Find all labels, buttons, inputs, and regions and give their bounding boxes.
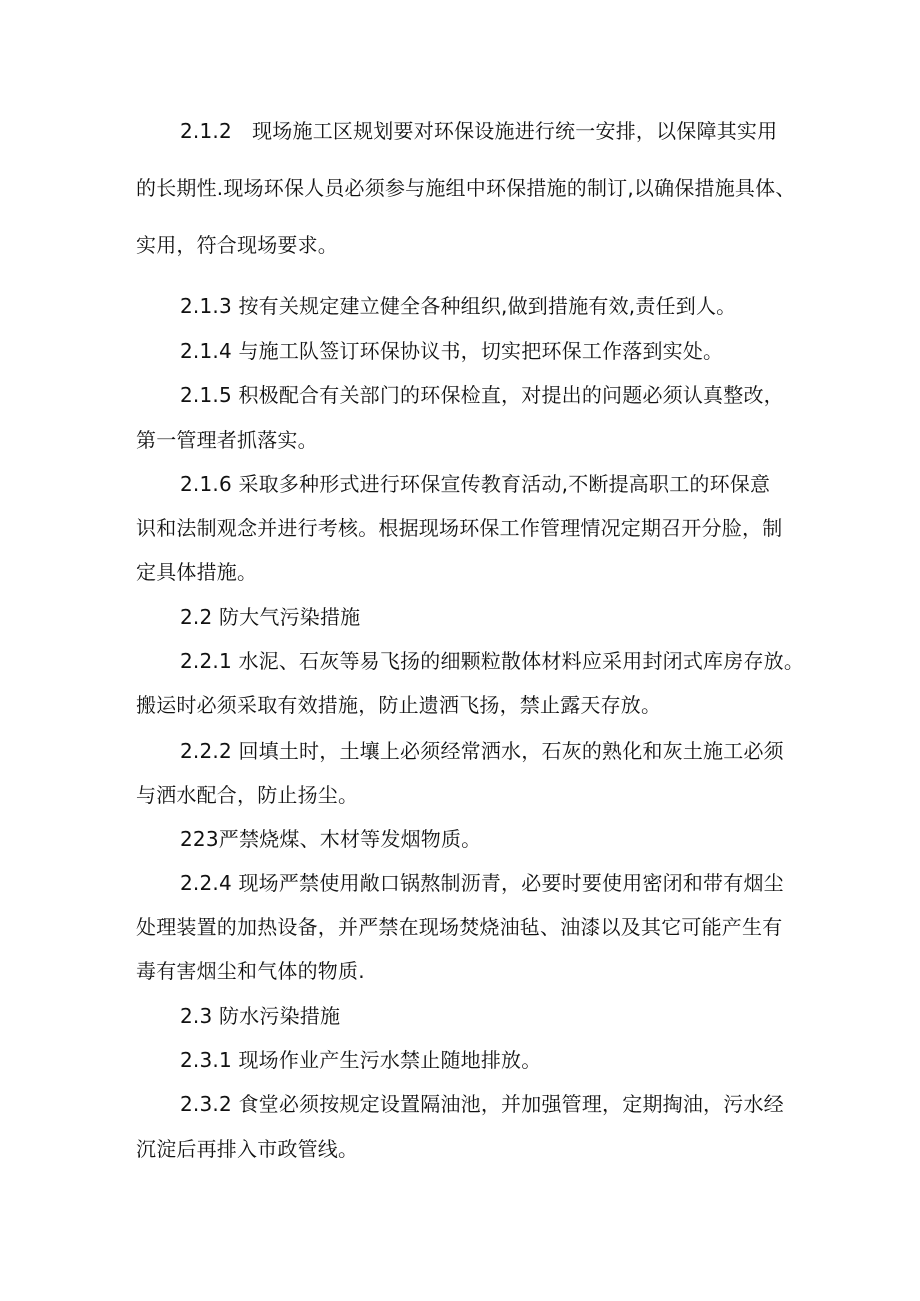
paragraph-2-1-2-line-1: 2.1.2 现场施工区规划要对环保设施进行统一安排，以保障其实用 — [180, 119, 778, 143]
paragraph-2-2-2-line-2: 与洒水配合，防止扬尘。 — [136, 783, 359, 807]
paragraph-2-1-5-line-1: 2.1.5 积极配合有关部门的环保检直，对提出的问题必须认真整改， — [180, 383, 784, 407]
paragraph-2-1-6-line-1: 2.1.6 采取多种形式进行环保宣传教育活动,不断提高职工的环保意 — [180, 472, 771, 496]
paragraph-2-1-2-line-2: 的长期性.现场环保人员必须参与施组中环保措施的制订,以确保措施具体、 — [136, 176, 796, 200]
paragraph-2-2-4-line-1: 2.2.4 现场严禁使用敞口锅熬制沥青，必要时要使用密闭和带有烟尘 — [180, 871, 784, 895]
section-2-3-heading: 2.3 防水污染措施 — [180, 1004, 341, 1028]
section-2-2-heading: 2.2 防大气污染措施 — [180, 605, 361, 629]
paragraph-2-3-2-line-2: 沉淀后再排入市政管线。 — [136, 1137, 359, 1161]
paragraph-2-2-1-line-1: 2.2.1 水泥、石灰等易飞扬的细颗粒散体材料应采用封闭式库房存放。 — [180, 649, 805, 673]
paragraph-2-3-2-line-1: 2.3.2 食堂必须按规定设置隔油池，并加强管理，定期掏油，污水经 — [180, 1092, 784, 1116]
paragraph-2-2-3-line-1: 223严禁烧煤、木材等发烟物质。 — [180, 827, 482, 851]
paragraph-2-1-4-line-1: 2.1.4 与施工队签订环保协议书，切实把环保工作落到实处。 — [180, 339, 724, 363]
paragraph-2-1-6-line-3: 定具体措施。 — [136, 560, 258, 584]
paragraph-2-1-5-line-2: 第一管理者抓落实。 — [136, 428, 318, 452]
paragraph-2-1-6-line-2: 识和法制观念并进行考核。根据现场环保工作管理情况定期召开分脸，制 — [136, 516, 783, 540]
paragraph-2-1-2-line-3: 实用，符合现场要求。 — [136, 233, 338, 257]
paragraph-2-2-4-line-3: 毒有害烟尘和气体的物质. — [136, 959, 365, 983]
paragraph-2-2-1-line-2: 搬运时必须采取有效措施，防止遗洒飞扬，禁止露天存放。 — [136, 693, 662, 717]
paragraph-2-1-3-line-1: 2.1.3 按有关规定建立健全各种组织,做到措施有效,责任到人。 — [180, 294, 737, 318]
paragraph-2-2-2-line-1: 2.2.2 回填土时，土壤上必须经常洒水，石灰的熟化和灰土施工必须 — [180, 739, 784, 763]
paragraph-2-3-1-line-1: 2.3.1 现场作业产生污水禁止随地排放。 — [180, 1048, 542, 1072]
paragraph-2-2-4-line-2: 处理装置的加热设备，并严禁在现场焚烧油毡、油漆以及其它可能产生有 — [136, 915, 783, 939]
